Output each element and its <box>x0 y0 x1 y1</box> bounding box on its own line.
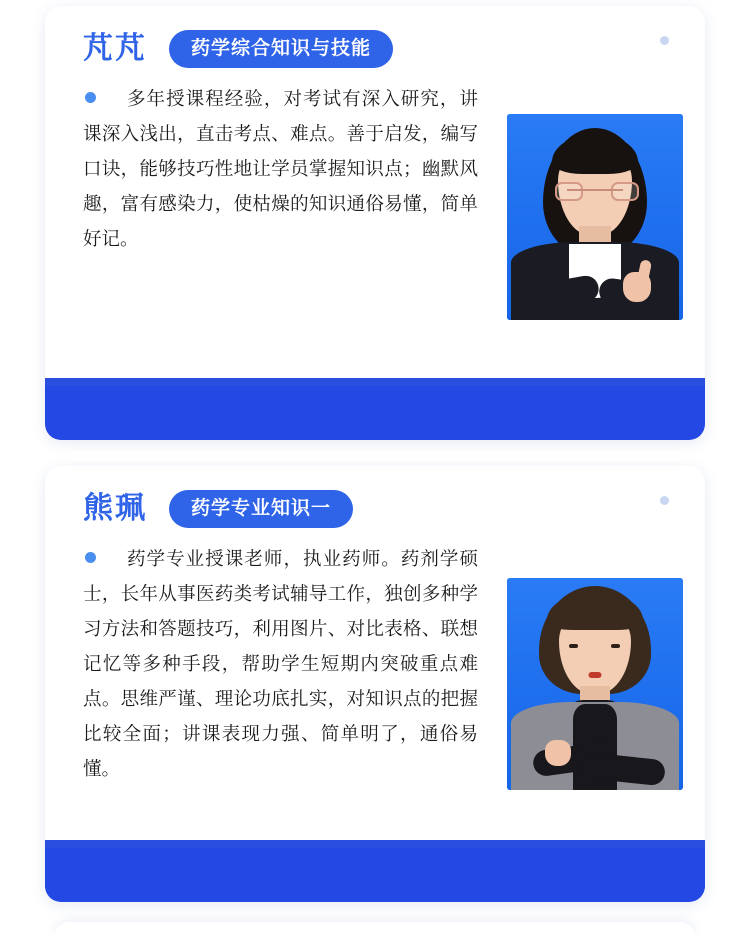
teacher-name: 熊珮 <box>83 491 147 526</box>
portrait-glasses-right-icon <box>611 182 639 201</box>
teacher-name: 芃芃 <box>83 31 147 66</box>
portrait-eye-left <box>569 644 578 648</box>
bullet-dot-icon <box>85 92 96 103</box>
teacher-description-text: 多年授课程经验，对考试有深入研究，讲课深入浅出，直击考点、难点。善于启发，编写口诀，能够技巧性地让学员掌握知识点；幽默风趣，富有感染力，使枯燥的知识通俗易懂，简单好记。 <box>83 89 478 250</box>
next-card-edge <box>55 922 695 936</box>
card-body <box>45 466 705 902</box>
portrait-glasses-bridge-icon <box>567 189 623 191</box>
teacher-description-text: 药学专业授课老师，执业药师。药剂学硕士，长年从事医药类考试辅导工作，独创多种学习方法和答题技巧，利用图片、对比表格、联想记忆等多种手段，帮助学生短期内突破重点难点。思维严谨、理论功底扎实，对知识点的把握比较全面；讲课表现力强、简单明了，通俗易懂。 <box>83 549 478 780</box>
teacher-description <box>83 542 478 787</box>
portrait-glasses-left-icon <box>555 182 583 201</box>
portrait-lips <box>589 672 602 678</box>
teacher-card[interactable] <box>45 6 705 440</box>
status-badge: 药学综合知识与技能 <box>169 30 393 68</box>
teacher-card[interactable] <box>45 466 705 902</box>
bullet-dot-icon <box>85 552 96 563</box>
card-body <box>45 6 705 440</box>
card-header <box>83 6 705 66</box>
card-footer-bar <box>45 840 705 902</box>
card-footer-bar-inner <box>45 848 705 902</box>
teacher-portrait <box>507 114 683 320</box>
card-header <box>83 466 705 526</box>
portrait-eye-right <box>611 644 620 648</box>
card-footer-bar-inner <box>45 386 705 440</box>
teacher-intro-page <box>0 6 750 936</box>
status-badge: 药学专业知识一 <box>169 490 353 528</box>
card-footer-bar <box>45 378 705 440</box>
teacher-portrait <box>507 578 683 790</box>
teacher-description <box>83 82 478 257</box>
portrait-hand <box>545 740 571 766</box>
